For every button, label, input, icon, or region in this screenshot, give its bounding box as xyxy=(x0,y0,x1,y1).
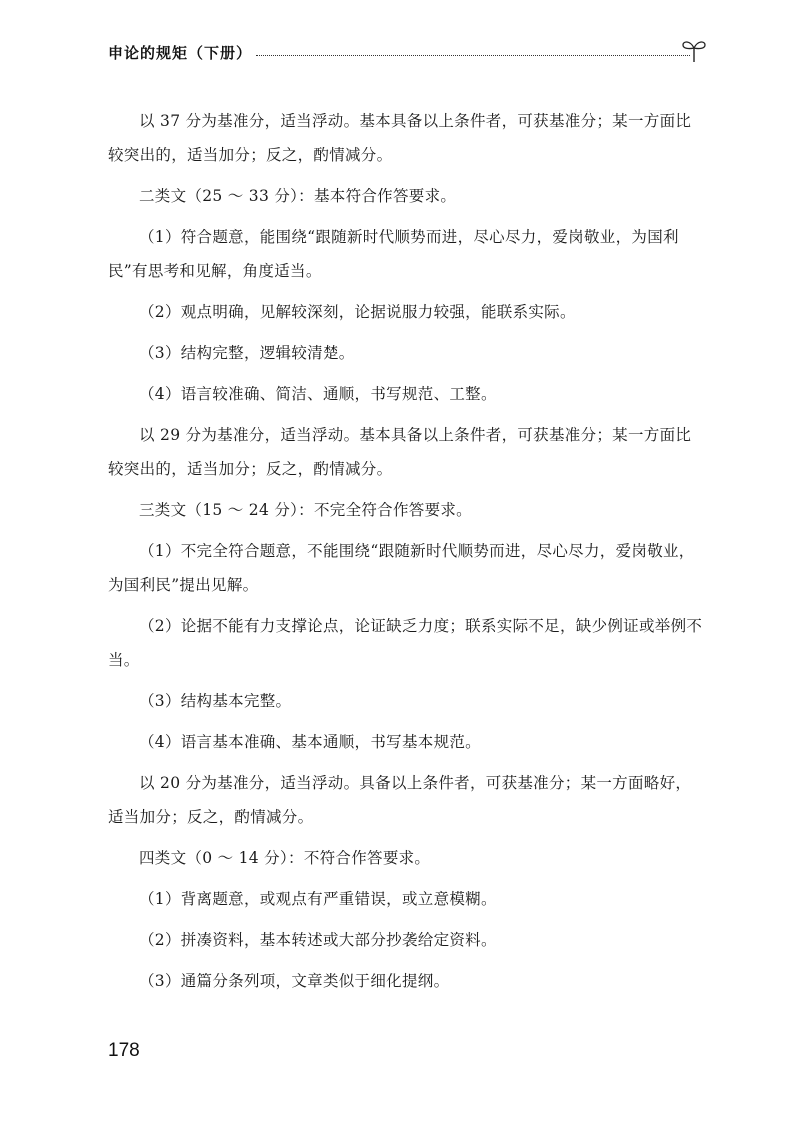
body-text xyxy=(108,104,706,1005)
running-header xyxy=(108,40,708,70)
paragraph-score-base-1: 以 37 分为基准分，适当浮动。基本具备以上条件者，可获基准分；某一方面比较突出的，适当加分；反之，酌情减分。 xyxy=(108,112,692,164)
criterion-3-1: （1）不完全符合题意，不能围绕“跟随新时代顺势而进，尽心尽力，爱岗敬业，为国利民”提出见解。 xyxy=(108,542,695,594)
page-number: 178 xyxy=(108,1040,140,1061)
category-2-heading: 二类文（25 ～ 33 分）：基本符合作答要求。 xyxy=(139,187,457,205)
criterion-4-2: （2）拼凑资料，基本转述或大部分抄袭给定资料。 xyxy=(139,931,497,949)
sprout-icon xyxy=(680,36,708,64)
criterion-3-2: （2）论据不能有力支撑论点，论证缺乏力度；联系实际不足，缺少例证或举例不当。 xyxy=(108,617,703,669)
criterion-2-1: （1）符合题意，能围绕“跟随新时代顺势而进，尽心尽力，爱岗敬业，为国利民”有思考和见解，角度适当。 xyxy=(108,228,679,280)
header-rule xyxy=(256,55,690,56)
criterion-3-3: （3）结构基本完整。 xyxy=(139,692,292,710)
paragraph-score-base-3: 以 20 分为基准分，适当浮动。具备以上条件者，可获基准分；某一方面略好，适当加分；反之，酌情减分。 xyxy=(108,774,692,826)
category-4-heading: 四类文（0 ～ 14 分）：不符合作答要求。 xyxy=(139,849,431,867)
header-title: 申论的规矩（下册） xyxy=(108,44,253,62)
criterion-4-3: （3）通篇分条列项，文章类似于细化提纲。 xyxy=(139,972,450,990)
criterion-2-4: （4）语言较准确、简洁、通顺，书写规范、工整。 xyxy=(139,385,497,403)
paragraph-score-base-2: 以 29 分为基准分，适当浮动。基本具备以上条件者，可获基准分；某一方面比较突出的，适当加分；反之，酌情减分。 xyxy=(108,426,692,478)
criterion-2-3: （3）结构完整，逻辑较清楚。 xyxy=(139,344,355,362)
criterion-4-1: （1）背离题意，或观点有严重错误，或立意模糊。 xyxy=(139,890,497,908)
criterion-3-4: （4）语言基本准确、基本通顺，书写基本规范。 xyxy=(139,733,481,751)
criterion-2-2: （2）观点明确，见解较深刻，论据说服力较强，能联系实际。 xyxy=(139,303,576,321)
category-3-heading: 三类文（15 ～ 24 分）：不完全符合作答要求。 xyxy=(139,501,472,519)
